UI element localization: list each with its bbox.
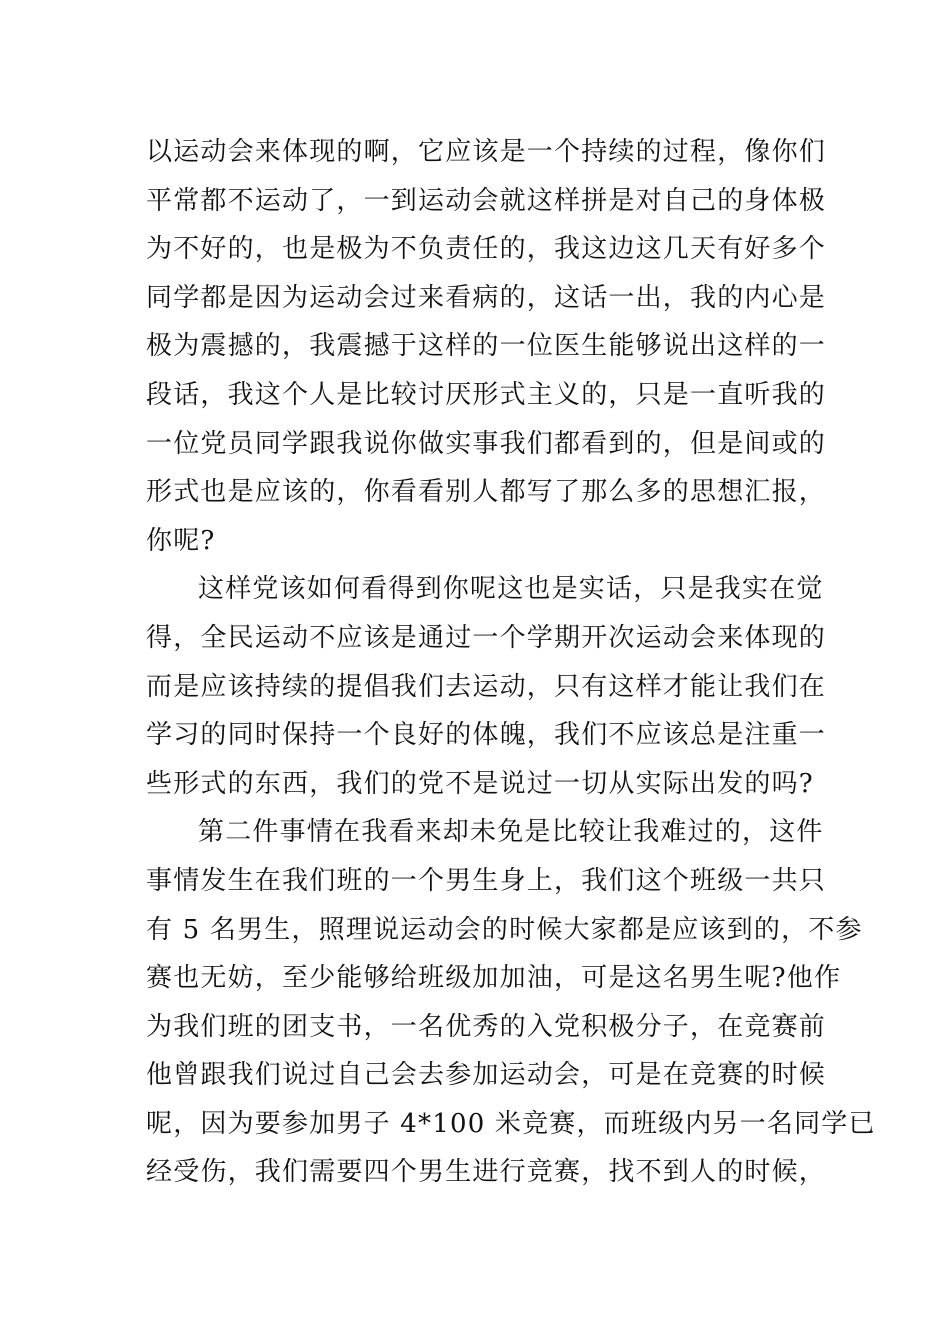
text-line: 为我们班的团支书，一名优秀的入党积极分子，在竞赛前	[146, 1011, 827, 1042]
text-line: 事情发生在我们班的一个男生身上，我们这个班级一共只	[146, 865, 827, 896]
text-line: 这样党该如何看得到你呢这也是实话，只是我实在觉	[198, 574, 824, 605]
text-line: 你呢?	[146, 525, 216, 556]
document-body	[146, 128, 876, 1197]
text-line: 形式也是应该的，你看看别人都写了那么多的思想汇报，	[146, 477, 827, 508]
text-line: 极为震撼的，我震撼于这样的一位医生能够说出这样的一	[146, 331, 827, 362]
text-line: 同学都是因为运动会过来看病的，这话一出，我的内心是	[146, 282, 827, 313]
text-line: 一位党员同学跟我说你做实事我们都看到的，但是间或的	[146, 428, 827, 459]
text-line: 呢，因为要参加男子 4*100 米竞赛，而班级内另一名同学已	[146, 1108, 876, 1139]
text-line: 以运动会来体现的啊，它应该是一个持续的过程，像你们	[146, 137, 827, 167]
text-line: 为不好的，也是极为不负责任的，我这边这几天有好多个	[146, 234, 827, 265]
text-line: 有 5 名男生，照理说运动会的时候大家都是应该到的，不参	[146, 914, 863, 945]
text-line: 而是应该持续的提倡我们去运动，只有这样才能让我们在	[146, 671, 827, 702]
text-line: 第二件事情在我看来却未免是比较让我难过的，这件	[198, 817, 824, 848]
paragraph-1	[146, 128, 827, 565]
paragraph-3	[146, 808, 876, 1197]
text-line: 平常都不运动了，一到运动会就这样拼是对自己的身体极	[146, 185, 827, 216]
text-line: 赛也无妨，至少能够给班级加加油，可是这名男生呢?他作	[146, 963, 842, 994]
text-line: 段话，我这个人是比较讨厌形式主义的，只是一直听我的	[146, 379, 827, 410]
text-line: 学习的同时保持一个良好的体魄，我们不应该总是注重一	[146, 720, 827, 751]
paragraph-2	[146, 565, 827, 808]
text-line: 经受伤，我们需要四个男生进行竞赛，找不到人的时候，	[146, 1157, 827, 1188]
text-line: 些形式的东西，我们的党不是说过一切从实际出发的吗?	[146, 768, 814, 799]
text-line: 得，全民运动不应该是通过一个学期开次运动会来体现的	[146, 622, 827, 653]
text-line: 他曾跟我们说过自己会去参加运动会，可是在竞赛的时候	[146, 1060, 827, 1091]
